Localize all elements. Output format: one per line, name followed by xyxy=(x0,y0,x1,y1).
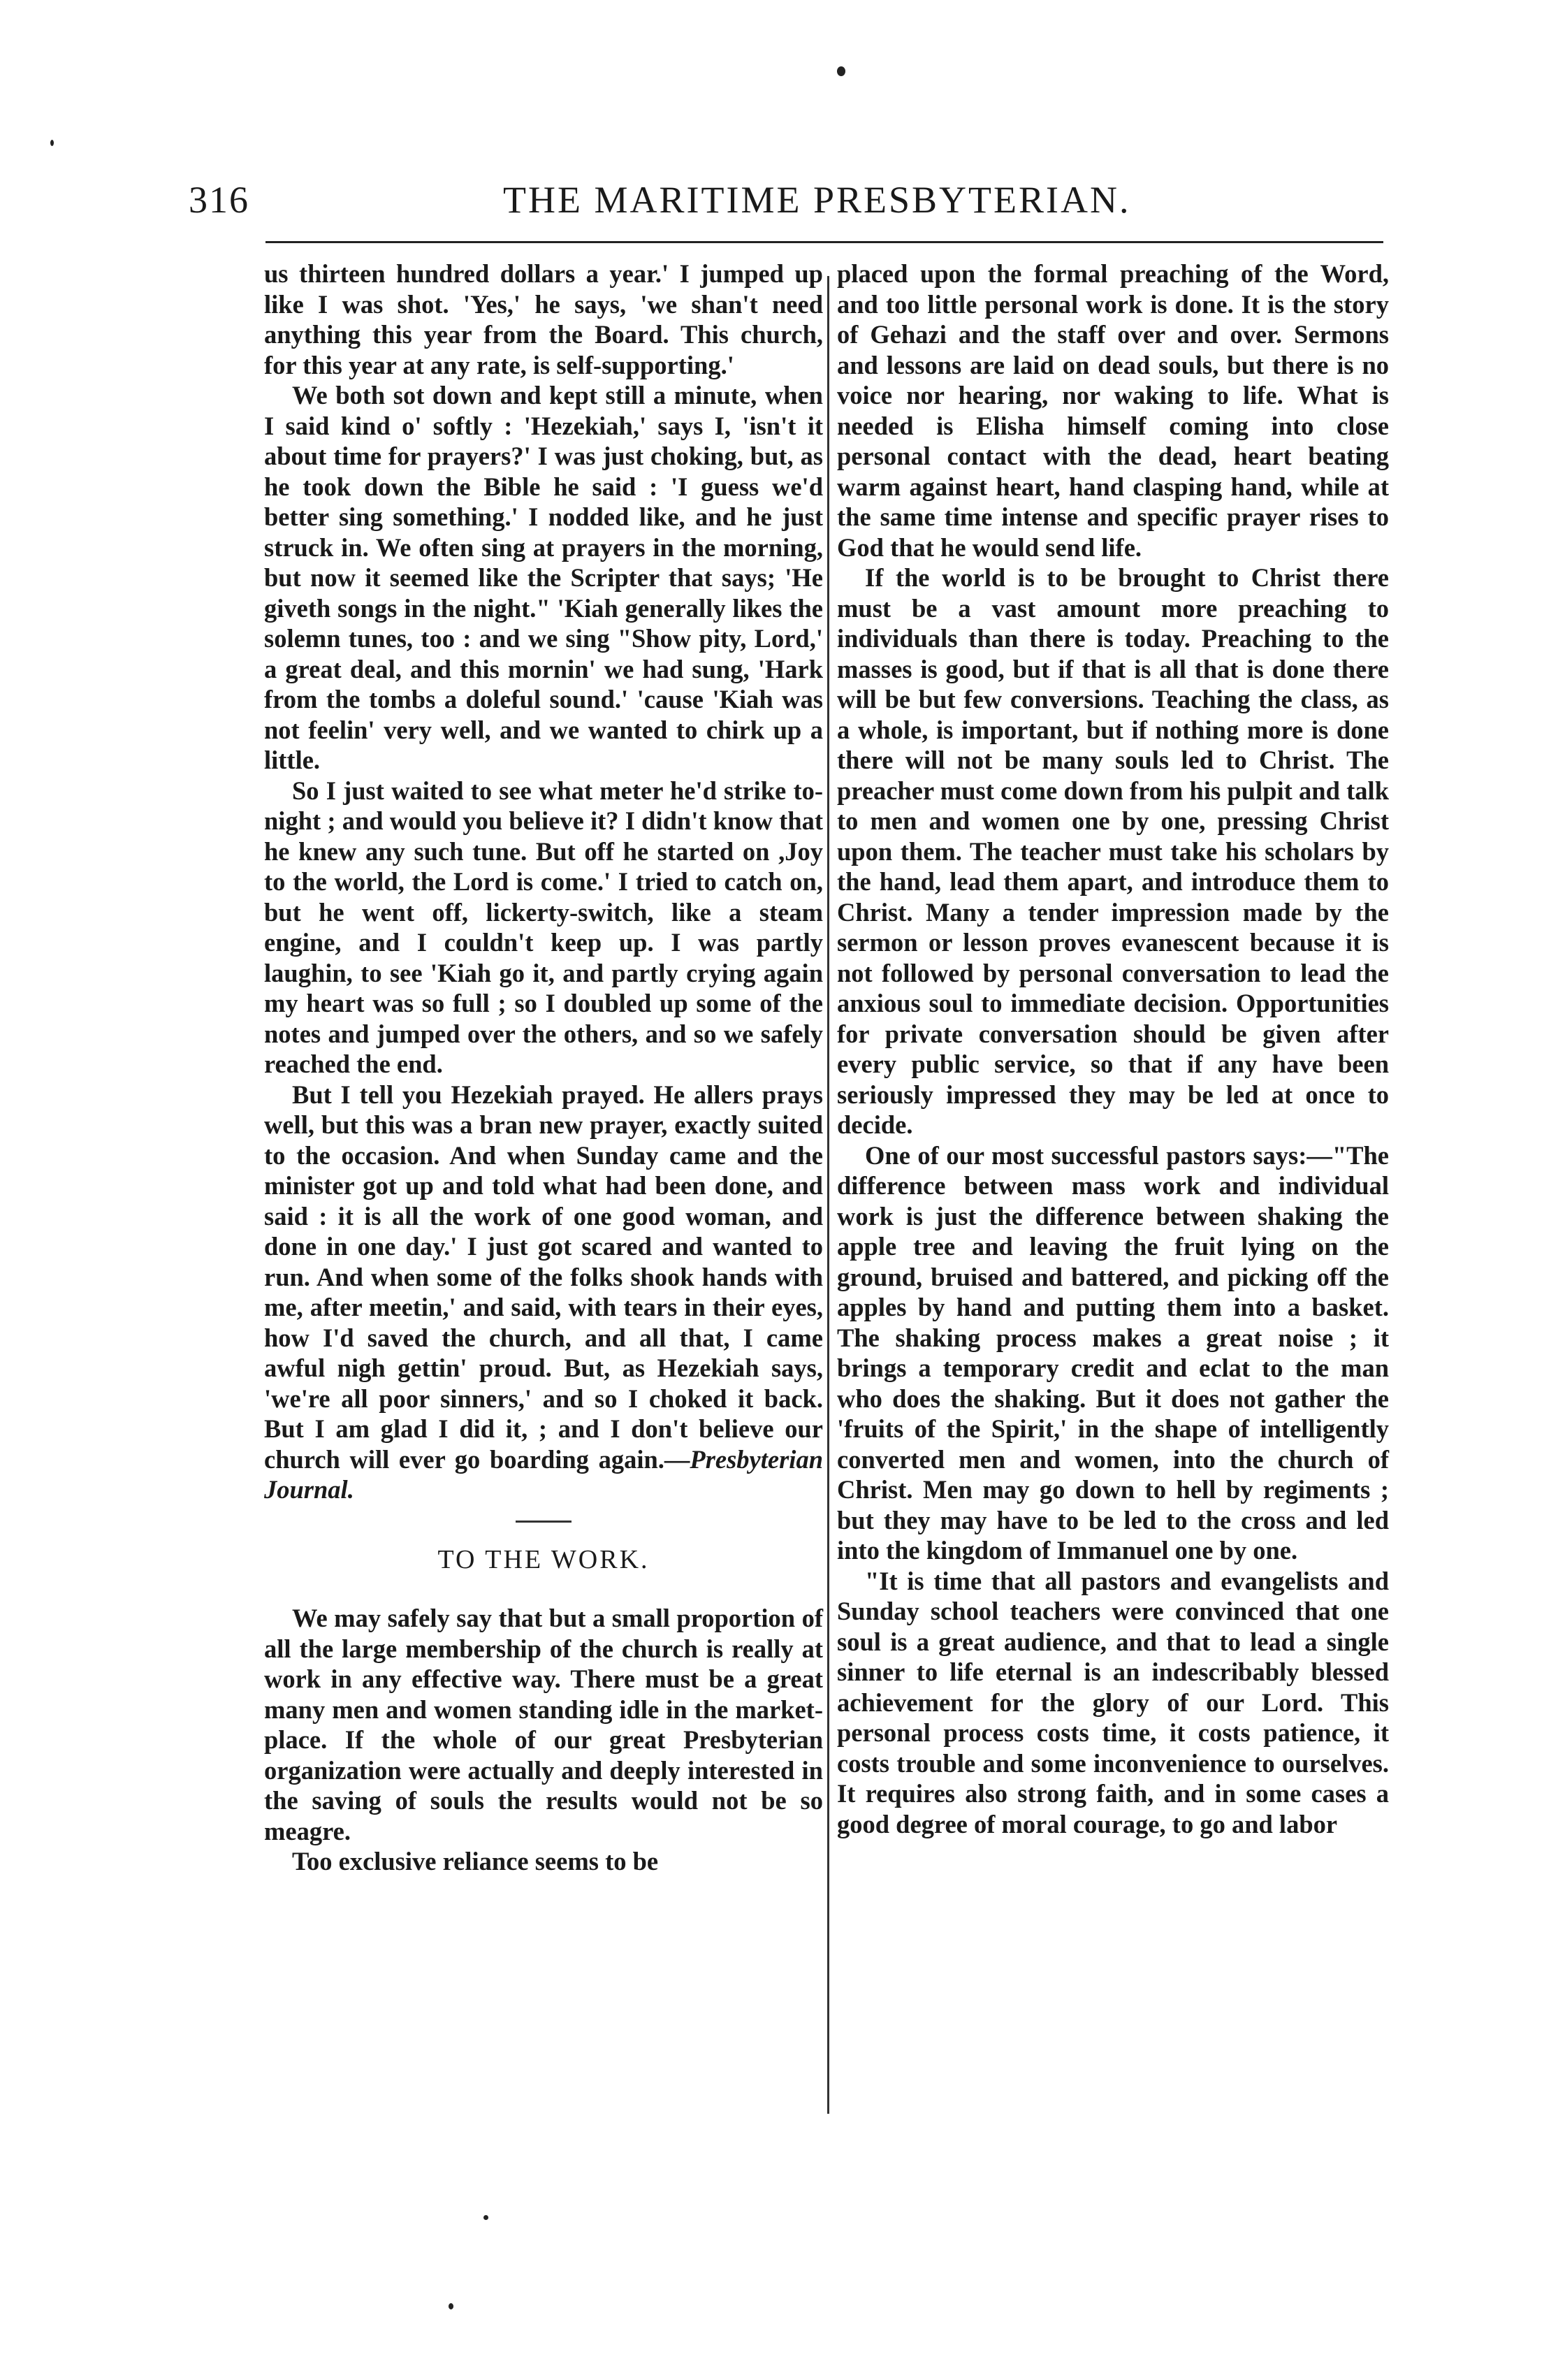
header-rule xyxy=(265,241,1383,243)
paragraph: "It is time that all pastors and evangelists and Sunday school teachers were convinced that one soul is a great audience, and that to lead a single sinner to life eternal is an indescribably blessed achievement for the glory of our Lord. This personal process costs time, it costs patience, it costs trouble and some inconvenience to ourselves. It requires also strong faith, and in some cases a good degree of moral courage, to go and labor xyxy=(837,1566,1389,1838)
left-column xyxy=(264,259,823,1877)
paragraph-text: But I tell you Hezekiah prayed. He allers prays well, but this was a bran new prayer, exactly suited to the occasion. And when Sunday came and the minister got up and told what had been done, and said : it is all the work of one good woman, and done in one day.' I just got scared and wanted to run. And when some of the folks shook hands with me, after meetin,' and said, with tears in their eyes, how I'd saved the church, and all that, I came awful nigh gettin' proud. But, as Hezekiah says, 'we're all poor sinners,' and so I choked it back. But I am glad I did it, ; and I don't believe our church will ever go boarding again.— xyxy=(264,1080,823,1474)
paragraph: We may safely say that but a small proportion of all the large membership of the church is really at work in any effective way. There must be a great many men and women standing idle in the market-place. If the whole of our great Presbyterian organization were actually and deeply interested in the saving of souls the results would not be so meagre. xyxy=(264,1604,823,1845)
running-title: THE MARITIME PRESBYTERIAN. xyxy=(503,179,1131,221)
right-column xyxy=(837,259,1389,1839)
page-number: 316 xyxy=(189,179,249,221)
paragraph: We both sot down and kept still a minute, when I said kind o' softly : 'Hezekiah,' says I, 'isn't it about time for prayers?' I was just choking, but, as he took down the Bible he said : 'I guess we'd better sing something.' I nodded like, and he just struck in. We often sing at prayers in the morning, but now it seemed like the Scripter that says; 'He giveth songs in the night." 'Kiah generally likes the solemn tunes, too : and we sing "Show pity, Lord,' a great deal, and this mornin' we had sung, 'Hark from the tombs a doleful sound.' 'cause 'Kiah was not feelin' very well, and we wanted to chirk up a little. xyxy=(264,381,823,774)
column-divider xyxy=(827,276,829,2114)
page-header xyxy=(189,178,1390,227)
section-heading: TO THE WORK. xyxy=(437,1544,650,1574)
ink-speck xyxy=(449,2303,453,2309)
ink-speck xyxy=(50,140,54,146)
paragraph: One of our most successful pastors says:—"The difference between mass work and individual work is just the difference between shaking the apple tree and leaving the fruit lying on the ground, bruised and battered, and picking off the apples by hand and putting them into a basket. The shaking process makes a great noise ; it brings a temporary credit and eclat to the man who does the shaking. But it does not gather the 'fruits of the Spirit,' in the shape of intelligently converted men and women, into the church of Christ. Men may go down to hell by regiments ; but they may have to be led to the cross and led into the kingdom of Immanuel one by one. xyxy=(837,1140,1389,1565)
paragraph: Too exclusive reliance seems to be xyxy=(292,1847,659,1875)
paragraph: placed upon the formal preaching of the Word, and too little personal work is done. It is the story of Gehazi and the staff over and over. Sermons and lessons are laid on dead souls, but there is no voice nor hearing, nor waking to life. What is needed is Elisha himself coming into close personal contact with the dead, heart beating warm against heart, hand clasping hand, while at the same time intense and specific prayer rises to God that he would send life. xyxy=(837,259,1389,562)
paragraph: If the world is to be brought to Christ there must be a vast amount more preaching to individuals than there is today. Preaching to the masses is good, but if that is all that is done there will be but few conversions. Teaching the class, as a whole, is important, but if nothing more is done there will not be many souls led to Christ. The preacher must come down from his pulpit and talk to men and women one by one, pressing Christ upon them. The teacher must take his scholars by the hand, lead them apart, and introduce them to Christ. Many a tender impression made by the sermon or lesson proves evanescent because it is not followed by personal conversation to lead the anxious soul to immediate decision. Opportunities for private conversation should be given after every public service, so that if any have been seriously impressed they may be led at once to decide. xyxy=(837,563,1389,1139)
paragraph xyxy=(264,1080,823,1505)
ink-speck xyxy=(837,66,845,76)
paragraph: So I just waited to see what meter he'd strike to-night ; and would you believe it? I didn't know that he knew any such tune. But off he started on ,Joy to the world, the Lord is come.' I tried to catch on, but he went off, lickerty-switch, like a steam engine, and I couldn't keep up. I was partly laughin, to see 'Kiah go it, and partly crying again my heart was so full ; so I doubled up some of the notes and jumped over the others, and so we safely reached the end. xyxy=(264,776,823,1078)
section-separator xyxy=(516,1521,571,1523)
paragraph: us thirteen hundred dollars a year.' I jumped up like I was shot. 'Yes,' he says, 'we shan't need anything this year from the Board. This church, for this year at any rate, is self-supporting.' xyxy=(264,259,823,379)
ink-speck xyxy=(483,2215,488,2220)
source-citation: Presbyterian Journal. xyxy=(264,1444,823,1504)
